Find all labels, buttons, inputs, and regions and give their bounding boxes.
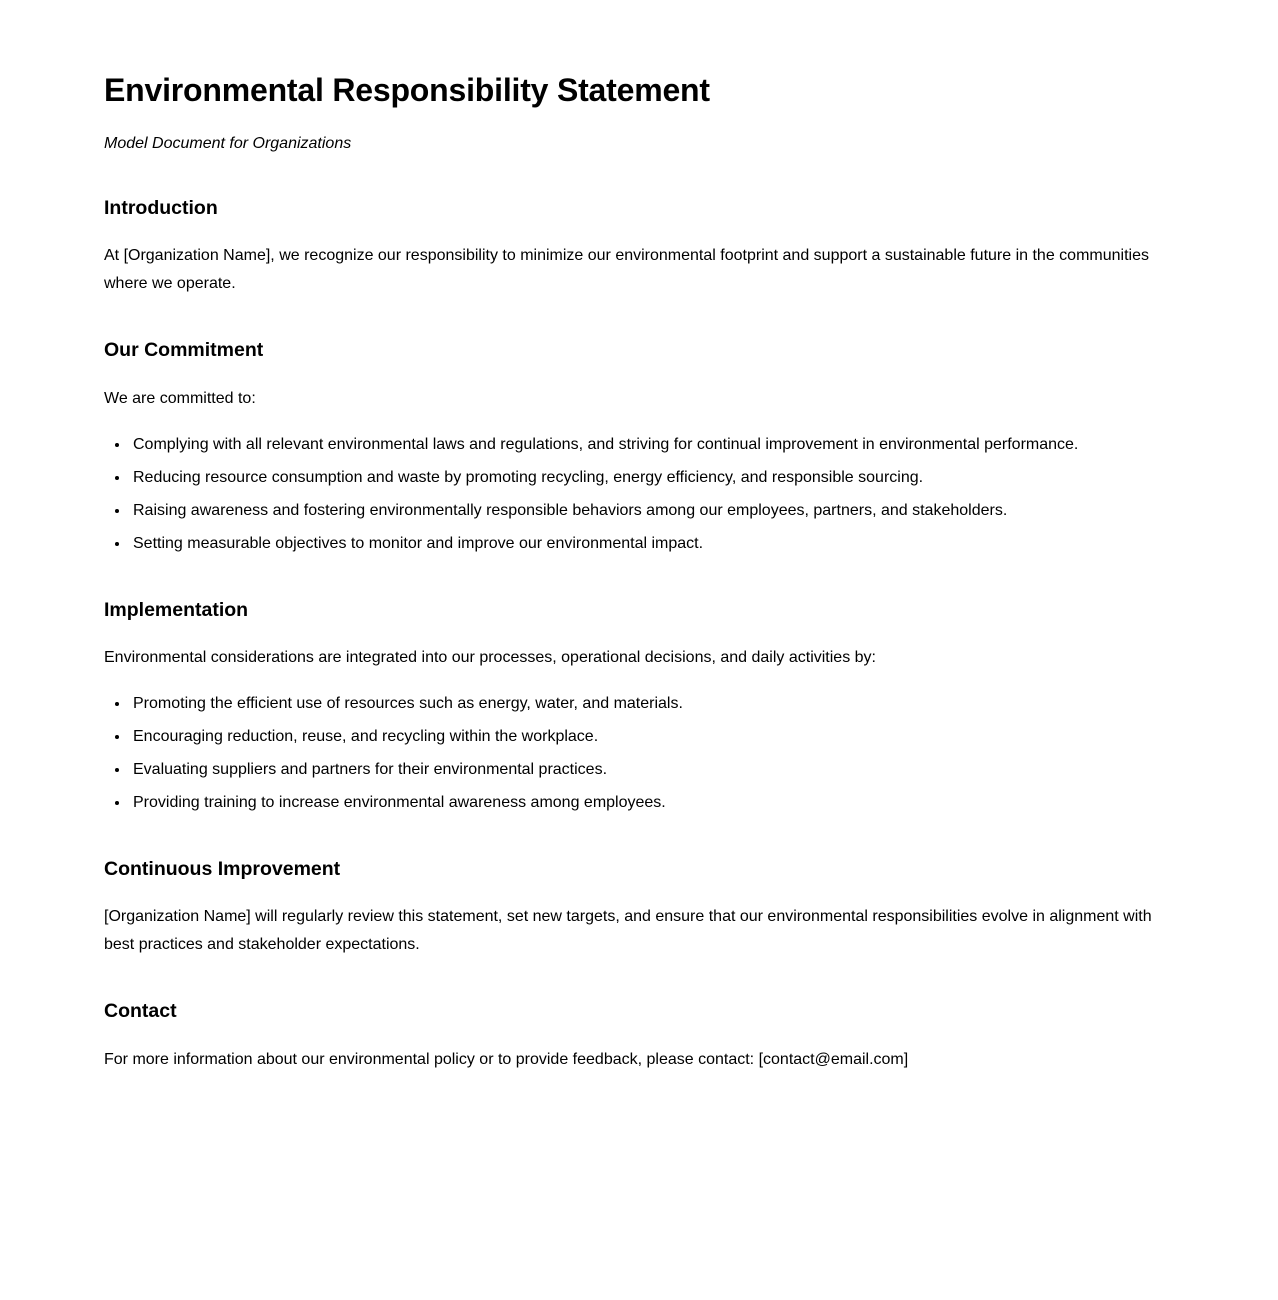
list-item: • Encouraging reduction, reuse, and recycling within the workplace. (130, 723, 1155, 751)
section-our-commitment (104, 338, 1155, 557)
page-title: Environmental Responsibility Statement (104, 72, 710, 108)
heading-contact: Contact (104, 1000, 177, 1023)
heading-our-commitment: Our Commitment (104, 339, 264, 362)
paragraph-introduction: At [Organization Name], we recognize our responsibility to minimize our environmental footprint and support a sustainable future in the communities where we operate. (104, 247, 1149, 293)
section-implementation (104, 598, 1155, 817)
list-item: • Raising awareness and fostering environmentally responsible behaviors among our employees, partners, and stakeholders. (130, 497, 1155, 525)
paragraph-continuous-improvement: [Organization Name] will regularly review this statement, set new targets, and ensure that our environmental responsibilities evolve in alignment with best practices and stakeholder expectations. (104, 908, 1152, 954)
list-item: • Providing training to increase environmental awareness among employees. (130, 789, 1155, 817)
commitment-list (104, 431, 1155, 558)
list-item: • Promoting the efficient use of resources such as energy, water, and materials. (130, 690, 1155, 718)
paragraph-implementation-intro: Environmental considerations are integrated into our processes, operational decisions, and daily activities by: (104, 649, 876, 667)
section-introduction (104, 196, 1155, 298)
paragraph-contact: For more information about our environmental policy or to provide feedback, please contact: [contact@email.com] (104, 1050, 909, 1068)
list-item: • Evaluating suppliers and partners for their environmental practices. (130, 756, 1155, 784)
paragraph-commitment-intro: We are committed to: (104, 389, 256, 407)
implementation-list (104, 690, 1155, 817)
heading-continuous-improvement: Continuous Improvement (104, 858, 341, 881)
list-item: • Setting measurable objectives to monitor and improve our environmental impact. (130, 530, 1155, 558)
section-contact (104, 999, 1155, 1073)
list-item: • Reducing resource consumption and waste by promoting recycling, energy efficiency, and responsible sourcing. (130, 464, 1155, 492)
document-subtitle: Model Document for Organizations (104, 135, 352, 152)
heading-implementation: Implementation (104, 598, 249, 621)
list-item: • Complying with all relevant environmental laws and regulations, and striving for continual improvement in environmental performance. (130, 431, 1155, 459)
section-continuous-improvement (104, 857, 1155, 959)
heading-introduction: Introduction (104, 197, 218, 219)
